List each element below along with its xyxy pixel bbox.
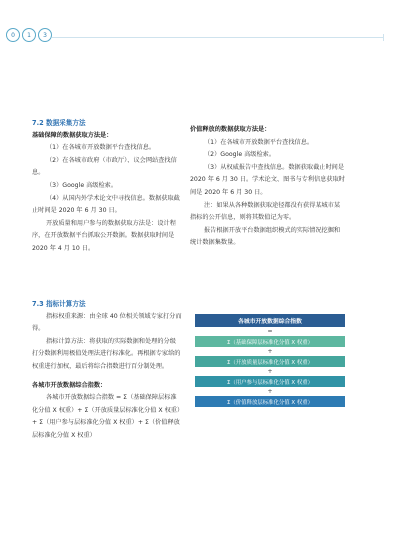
list-item: （1）在各城市开放数据平台查找信息。 [204, 138, 314, 146]
diagram-term-value-release: Σ（价值释放层标准化分值 X 权重） [195, 396, 345, 407]
diagram-term-infrastructure: Σ（基础保障层标准化分值 X 权重） [195, 336, 345, 347]
section-subtitle: 各城市开放数据综合指数： [32, 381, 107, 389]
note: 注：如果从各种数据获取途径都没有获得某城市某指标的公开信息，则将其数值记为零。 [190, 201, 341, 222]
header-rule [52, 37, 384, 38]
section-title: 7.2 数据采集方法 [32, 119, 86, 127]
page-digit: 3 [38, 28, 52, 42]
list-item: （3）从权威报告中查找信息。数据获取截止时间是 2020 年 6 月 30 日。学术论文、图书与专利信息获取时间是 2020 年 6 月 30 日。 [190, 163, 345, 196]
diagram-term-open-quality: Σ（开放质量层标准化分值 X 权重） [195, 356, 345, 367]
section-title: 7.3 指标计算方法 [32, 300, 86, 308]
section-7-2 [32, 117, 182, 256]
paragraph: 开放质量和用户参与的数据获取方法是：设计程序，在开放数据平台抓取公开数据。数据获取时间是 2020 年 4 月 10 日。 [32, 219, 176, 252]
paragraph: 报告根据开放平台数据组织模式的实际情况挖掘和统计数据集数量。 [190, 226, 341, 247]
paragraph: 指标权重来源：由全球 40 位相关领域专家打分而得。 [32, 312, 182, 333]
plus-sign: + [267, 368, 273, 375]
plus-sign: + [267, 348, 273, 355]
paragraph: 指标计算方法：将获取的实际数据和处理的分级打分数据利用极值处理法进行标准化。再根据专家给的权重进行加权，最后将综合指数进行百分制处理。 [32, 337, 181, 370]
page-number [6, 28, 54, 42]
plus-sign: + [267, 388, 273, 395]
index-formula-diagram [195, 314, 345, 407]
list-item: （2）Google 高级检索。 [204, 151, 276, 159]
section-7-3 [32, 298, 182, 443]
equals-sign: = [267, 328, 273, 335]
section-subtitle: 基础保障的数据获取方法是： [32, 131, 113, 139]
list-item: （1）在各城市开放数据平台查找信息。 [46, 144, 156, 152]
section-subtitle: 价值释放的数据获取方法是： [190, 126, 271, 133]
page-digit: 0 [6, 28, 20, 42]
formula: 各城市开放数据综合指数 = Σ（基础保障层标准化分值 X 权重）+ Σ（开放质量层标准化分值 X 权重）+ Σ（用户参与层标准化分值 X 权重）+ Σ（价值释放层标准化分值 X 权重） [32, 394, 181, 439]
page-digit: 1 [22, 28, 36, 42]
diagram-header: 各城市开放数据综合指数 [195, 314, 345, 327]
list-item: （3）Google 高级检索。 [46, 181, 118, 189]
diagram-term-user-participation: Σ（用户参与层标准化分值 X 权重） [195, 376, 345, 387]
value-release-section [190, 124, 345, 250]
header-rule-tick [383, 34, 384, 41]
list-item: （2）在各城市政府（市政厅）、议会网站查找信息。 [32, 156, 177, 177]
list-item: （4）从国内外学术论文中寻找信息。数据获取截止时间是 2020 年 6 月 30 日。 [32, 194, 180, 215]
